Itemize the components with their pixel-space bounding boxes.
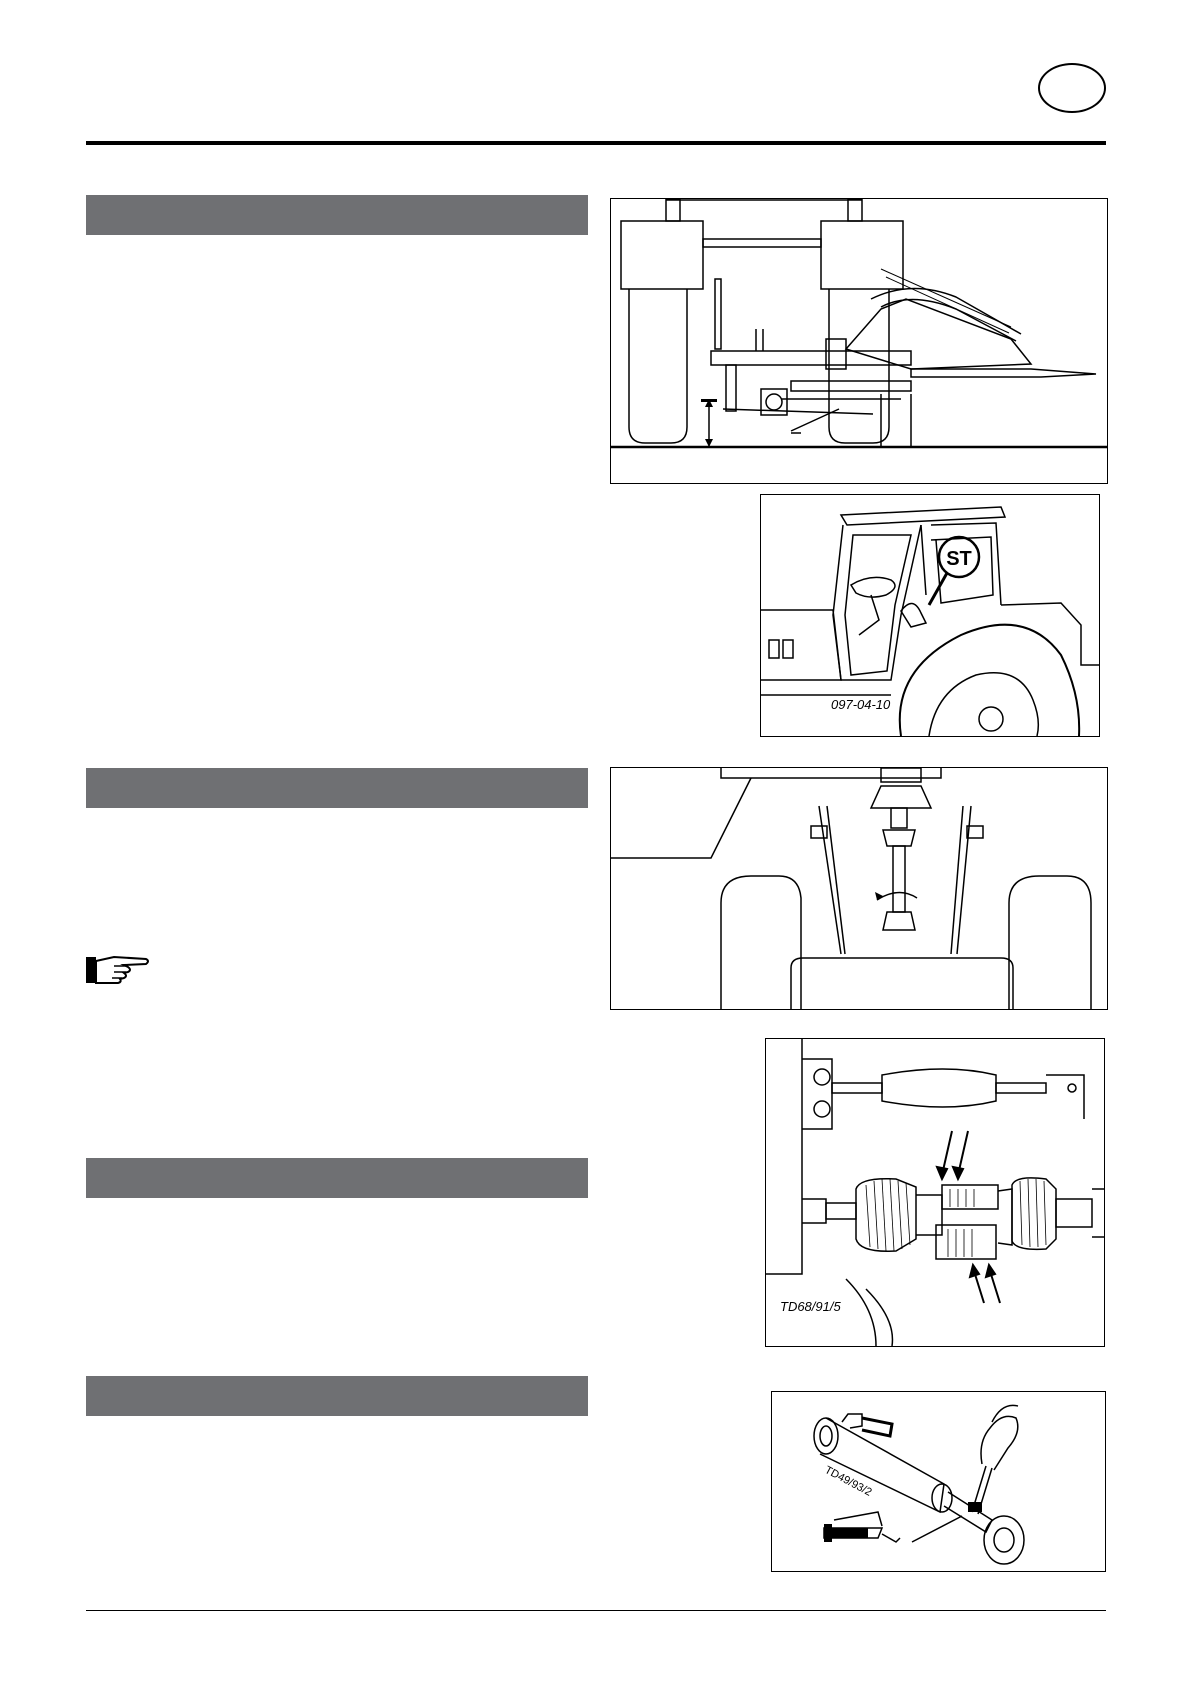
section-heading-bar-4 [86, 1376, 588, 1416]
cab-badge: ST [946, 548, 972, 570]
header-rule [86, 141, 1106, 145]
section-heading-bar-2 [86, 768, 588, 808]
footer-rule [86, 1610, 1106, 1611]
figure-shaft-profile-overlap [765, 1038, 1105, 1347]
figure-machine-front [610, 198, 1108, 484]
figure-hydraulic-cylinder [771, 1391, 1106, 1572]
section-heading-bar-3 [86, 1158, 588, 1198]
figure-driveshaft-connection [610, 767, 1108, 1010]
shaft-figure-label: TD68/91/5 [780, 1299, 841, 1314]
cylinder-figure-label: TD49/93/2 [822, 1464, 874, 1499]
figure-tractor-cab [760, 494, 1100, 737]
section-heading-bar-1 [86, 195, 588, 235]
language-badge [1038, 63, 1106, 113]
pointing-hand-icon [84, 953, 152, 987]
cab-figure-label: 097-04-10 [831, 697, 891, 712]
